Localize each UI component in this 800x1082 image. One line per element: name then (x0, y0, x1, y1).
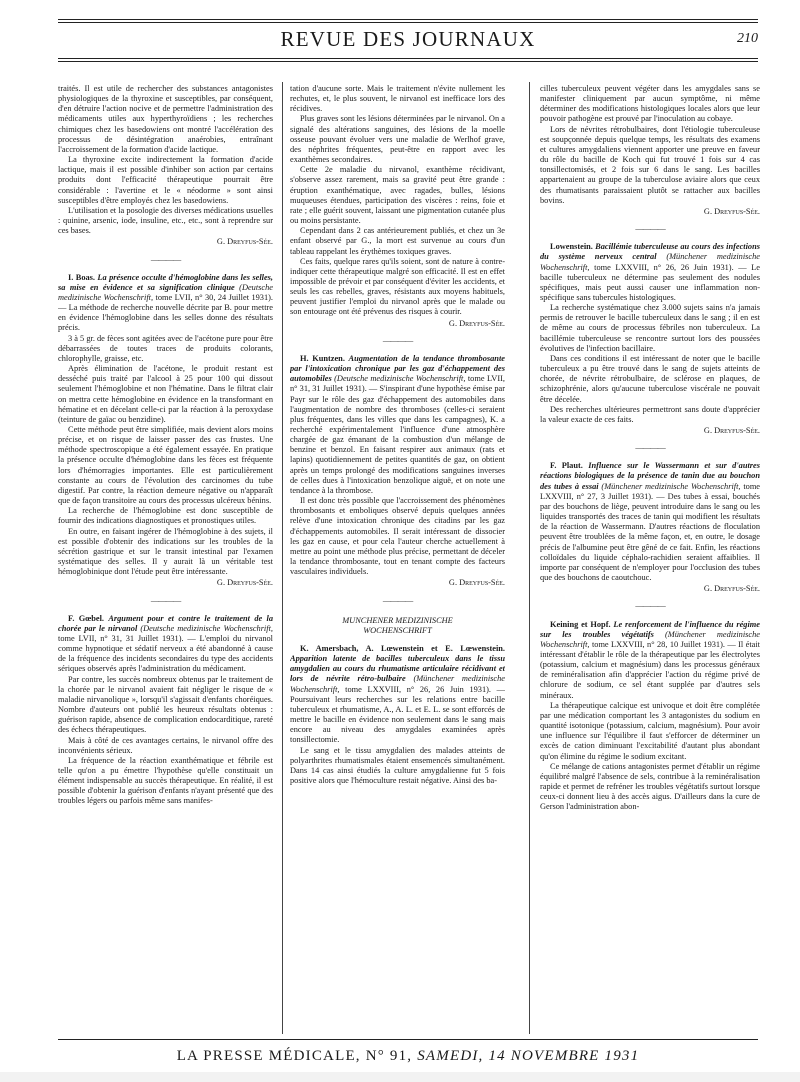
signature: G. Dreyfus-Sée. (448, 318, 505, 328)
separator: ———— (382, 335, 413, 345)
article-lead: tome LXXVIII, n° 27, 3 Juillet 1931). — Des tubes à essai, bouchés par des bouchons de liège, peuvent introduire dans le sang ou les liquides transportés des traces de tanin qui modifient les résultats de la réaction de Wassermann. D'autres réactions de floculation peuvent être troublées de la même façon, et, en outre, le dosage précis de l'albumine peut être gêné de ce fait. Enfin, les réactions colloïdales du liquide céphalo-rachidien seraient affaiblies. Il importe par conséquent de n'employer pour l'occlusion des tubes que des bouchons de caoutchouc. (540, 481, 760, 583)
article-source: (Münchener medizinische Wochenschrift, (601, 481, 741, 491)
header-rule-top (58, 19, 758, 20)
paragraph: La recherche systématique chez 3.000 sujets sains n'a jamais permis de retrouver le bacille tuberculeux dans le sang ; il en est de même au cours de processus fébriles non tuberculeux. La bacillémie tuberculeuse se rencontre surtout lors des poussées évolutives de l'infection bacillaire. (540, 303, 760, 353)
signature: G. Dreyfus-Sée. (448, 578, 505, 588)
article-author: Keining et Hopf. (550, 619, 611, 629)
signature: G. Dreyfus-Sée. (216, 237, 273, 247)
article-source: (Münchener medizinische Wochenschrift, (540, 629, 760, 649)
article-lead: tome LVII, n° 31, 31 Juillet 1931). — S'inspirant d'une hypothèse émise par Payr sur le rôle des gaz d'échappement des automobiles dans l'augmentation de nombre des thromboses (celles-ci seraient plus fréquentes, dans les villes que dans les campagnes), K. a recherché expérimentalement l'influence d'une atmosphère chargée de gaz émanant de la combustion d'un mélange de benzine et benzol. En faisant respirer aux animaux (rats et lapins) quotidiennement de petites quantités de gaz, on obtient après un temps prolongé des modifications sanguines inverses de celles dues à l'intoxication benzolique aiguë, et on note une tendance à la thrombose. (290, 374, 505, 495)
article-author: K. Amersbach, A. Lœwenstein et E. Lœwenstein. (300, 643, 505, 653)
header-rule-top-2 (58, 22, 758, 23)
paragraph: Cette 2e maladie du nirvanol, exanthème récidivant, s'observe assez rarement, mais sa gravité peut être grande : éruption exanthématique, avec ragades, bulles, lésions muqueuses étendues, participation des viscères : reins, foie et rate ; elle guérit souvent, laissant une pigmentation cutanée plus ou moins persistante. (290, 165, 505, 226)
article-boas (58, 273, 273, 334)
article-source: (Deutsche medizinische Wochenschrift, (58, 282, 273, 302)
article-source: (Deutsche medizinische Wochenschrift, (140, 623, 273, 633)
signature: G. Dreyfus-Sée. (703, 206, 760, 216)
article-keining (540, 620, 760, 701)
paragraph: La thérapeutique calcique est univoque et doit être complétée par une médication comportant les 3 antagonistes du sodium en quantité isotonique (potassium, calcium, magnésium). Pour avoir une influence sur l'équilibre il faut s'efforcer de déterminer un excès de cation diminuant l'excitabilité d'autant plus abondant qu'on élimine du régime le sodium excitant. (540, 700, 760, 761)
header-rule-bottom-2 (58, 61, 758, 62)
article-source: (Deutsche medizinische Wochenschrift, (334, 374, 466, 384)
paragraph: La fréquence de la réaction exanthématique et fébrile est telle qu'on a pu émettre l'hypothèse qu'elle constituait un élément indispensable au succès thérapeutique. En réalité, il est possible d'obtenir la guérison d'enfants n'ayant présenté que des troubles légers ou parfois même sans manifes- (58, 755, 273, 806)
column-separator (282, 82, 283, 1034)
header-rule-bottom (58, 58, 758, 59)
article-goebel (58, 614, 273, 675)
article-author: F. Gœbel. (68, 613, 104, 623)
paragraph: Des recherches ultérieures permettront sans doute d'apprécier la valeur exacte de ces faits. (540, 404, 760, 424)
separator: ———— (150, 595, 181, 605)
paragraph: L'utilisation et la posologie des diverses médications usuelles : quinine, arsenic, iode, insuline, etc., etc., sont à reprendre sur ces bases. (58, 205, 273, 236)
paragraph: Plus graves sont les lésions déterminées par le nirvanol. On a signalé des altérations sanguines, des lésions de la moelle osseuse pouvant évoluer vers une maladie de Werlhof grave, des néphrites fréquentes, peut-être en rapport avec les exanthèmes secondaires. (290, 114, 505, 165)
article-lowenstein (540, 242, 760, 303)
footer-date: SAMEDI, 14 NOVEMBRE 1931 (417, 1048, 640, 1064)
separator: ———— (150, 254, 181, 264)
article-lead: tome LVII, n° 30, 24 Juillet 1931). — La méthode de recherche nouvelle décrite par B. pour mettre en évidence l'hémoglobine dans les selles donne des résultats précis. (58, 292, 273, 333)
paragraph: Il est donc très possible que l'accroissement des phénomènes thrombosants et emboliques observé depuis quelques années relève d'une intoxication chronique des citadins par les gaz d'échappements automobiles. Il serait intéressant de dissocier les gaz en cause, et pour cela l'auteur cherche actuellement à mettre au point une méthode plus précise, permettant de déceler la tendance thrombosante, tout en tenant compte des facteurs vasculaires individuels. (290, 496, 505, 577)
paragraph: En outre, en faisant ingérer de l'hémoglobine à des sujets, il est possible d'obtenir des indications sur les troubles de la sécrétion gastrique et sur le transit intestinal par l'examen systématique des selles. Il y aurait là un véritable test hémoglobinique dont l'étude peut être intéressante. (58, 526, 273, 577)
signature: G. Dreyfus-Sée. (703, 584, 760, 594)
paragraph: Dans ces conditions il est intéressant de noter que le bacille tuberculeux a pu être trouvé dans le sang de sujets atteints de chorée, de névrite rétrobulbaire, de sclérose en plaques, de schizophrénie, alors qu'aucune tuberculose viscérale ne pouvait être décelée. (540, 353, 760, 404)
column-2 (290, 84, 505, 1034)
article-author: H. Kuntzen. (300, 353, 345, 363)
paragraph: Cependant dans 2 cas antérieurement publiés, et chez un 3e enfant observé par G., la mort est survenue au cours d'un tableau rappelant les érythèmes toxiques graves. (290, 226, 505, 256)
paragraph: Le sang et le tissu amygdalien des malades atteints de polyarthrites rhumatismales étaient ensemencés simultanément. Dans 14 cas ainsi étudiés la culture amygdalienne fut 5 fois positive alors que l'hémoculture restait négative. Ainsi des ba- (290, 745, 505, 785)
paragraph: Après élimination de l'acétone, le produit restant est desséché puis traité par l'alcool à 25 pour 100 qui dissout seulement l'hémoglobine et non l'hématine. Dans le filtrat clair on mettra cette hémoglobine en évidence en la transformant en hématine et en décelant celle-ci par la réaction à la peroxydase (teinture de gaïac ou benzidine). (58, 364, 273, 424)
paragraph: traités. Il est utile de rechercher des substances antagonistes physiologiques de la thyroxine et susceptibles, par conséquent, d'en détruire l'action nocive et de permettre l'administration des médicaments utiles aux hyperthyroïdiens ; les recherches chimiques chez les basedowiens ont montré l'accélération des processus de désintégration anaérobies, entraînant l'accroissement de la formation d'acide lactique. (58, 84, 273, 154)
paragraph: La thyroxine excite indirectement la formation d'acide lactique, mais il est possible d'inhiber son action par certains produits dont l'efficacité thérapeutique pourrait être considérable : l'avertine et le « néodorme » sont ainsi susceptibles d'être employés chez les basedowiens. (58, 155, 273, 205)
page-footer (58, 1048, 758, 1065)
article-amersbach (290, 644, 505, 746)
paragraph: cilles tuberculeux peuvent végéter dans les amygdales sans se manifester cliniquement par aucun symptôme, ni même déterminer des modifications histologiques locales alors que leur pouvoir pathogène est prouvé par l'inoculation au cobaye. (540, 84, 760, 124)
separator: ———— (382, 595, 413, 605)
article-lead: tome LXXVIII, n° 28, 10 Juillet 1931). — Il était intéressant d'établir le rôle de la thérapeutique par les électrolytes (potassium, calcium et magnésium) dans les processus généraux de reminéralisation afin d'apprécier l'action du régime privé de chlorure de sodium, ce sel étant supplée par d'autres sels minéraux. (540, 639, 760, 700)
page-header (58, 27, 758, 53)
page-number: 210 (737, 31, 758, 46)
paragraph: La recherche de l'hémoglobine est donc susceptible de fournir des indications diagnostiques et pronostiques utiles. (58, 506, 273, 526)
column-3 (540, 84, 760, 1034)
signature: G. Dreyfus-Sée. (703, 426, 760, 435)
article-title: Bacillémie tuberculeuse au cours des infections du système nerveux central (540, 242, 760, 262)
separator: ———— (635, 443, 665, 453)
paragraph: Mais à côté de ces avantages certains, le nirvanol offre des inconvénients sérieux. (58, 735, 273, 755)
article-source: (Münchener medizinische Wochenschrift, (540, 252, 760, 272)
journal-heading: WOCHENSCHRIFT (363, 625, 432, 635)
article-kuntzen (290, 354, 505, 496)
footer-rule (58, 1039, 758, 1040)
article-lead: tome LXXVIII, n° 26, 26 Juin 1931). — Poursuivant leurs recherches sur les relations entre bacille tuberculeux et rhumatisme, A., A. L. et E. L. se sont efforcés de mettre le bacille en évidence non seulement dans le sang mais encore au niveau des amygdales examinées après tonsillectomie. (290, 684, 505, 745)
article-title: Influence sur le Wassermann et sur d'autres réactions biologiques de la présence de tanin due au bouchon des tubes à essai (540, 461, 760, 491)
article-title: Augmentation de la tendance thrombosante par l'intoxication chronique par les gaz d'échappement des automobiles (290, 353, 505, 384)
journal-heading: MUNCHENER MEDIZINISCHE (342, 615, 453, 625)
article-lead: tome LXXVIII, n° 26, 26 Juin 1931). — Le bacille tuberculeux ne détermine pas seulement des nodules spécifiques, mais peut aussi causer une inflammation non-spécifique sans tubercules histologiques. (540, 262, 760, 302)
paragraph: Cette méthode peut être simplifiée, mais devient alors moins précise, et on risque de laisser passer des cas frustes. Une méthode spectroscopique a été également essayée. En pratique la présence occulte d'hémoglobine dans les fèces est fréquente lors d'hémorragies importantes. Elle est particulièrement constante au cours de l'évolution des carcinomes du tube digestif. Par contre, la réaction demeure négative ou n'apparaît que de façon transitoire au cours des processus ulcéreux bénins. (58, 425, 273, 506)
paragraph: Lors de névrites rétrobulbaires, dont l'étiologie tuberculeuse est soupçonnée depuis quelque temps, les résultats des examens et cultures amygdaliens viennent apporter une preuve en faveur du rôle du bacille de Koch qui fut trouvé 1 fois sur 4 cas tonsillectomisés, et 2 fois sur 6 dans le sang. Les bacilles appartenaient au groupe de la tuberculose aviaire alors que ceux des rhumatisants paraissaient plutôt se rattacher aux bacilles bovins. (540, 124, 760, 205)
column-separator (529, 82, 530, 1034)
article-author: Lowenstein. (550, 242, 593, 252)
paragraph: 3 à 5 gr. de fèces sont agitées avec de l'acétone pure pour être débarrassées de toutes traces de produits colorants, chlorophylle, graisse, etc. (58, 333, 273, 363)
article-source: (Münchener medizinische Wochenschrift, (290, 674, 505, 694)
signature: G. Dreyfus-Sée. (216, 578, 273, 588)
paragraph: Ce mélange de cations antagonistes permet d'établir un régime équilibré malgré l'absence de sels, contribue à la reminéralisation rapide et permet de refréner les troubles végétatifs surtout lorsque ceux-ci donnent lieu à des accès aigus. D'ailleurs dans la cure de Gerson l'administration abon- (540, 761, 760, 812)
paragraph: Ces faits, quelque rares qu'ils soient, sont de nature à contre-indiquer cette thérapeutique malgré son efficacité. Il est en effet impossible de prévoir et par conséquent d'éviter les accidents, et seuls les cas rebelles, graves, résistants aux moyens habituels, peuvent justifier l'emploi du nirvanol après que le malade ou son entourage ont été prévenus des risques à courir. (290, 256, 505, 317)
article-title: Apparition latente de bacilles tuberculeux dans le tissu amygdalien au cours du rhumatisme articulaire récidivant et lors de névrite rétro-bulbaire (290, 654, 505, 684)
article-author: I. Boas. (68, 272, 95, 282)
article-title: La présence occulte d'hémoglobine dans les selles, sa mise en évidence et sa signification clinique (58, 272, 273, 292)
article-author: F. Plaut. (550, 461, 583, 471)
article-title: Argument pour et contre le traitement de la chorée par le nirvanol (58, 613, 273, 633)
article-lead: tome LVII, n° 31, 31 Juillet 1931). — L'emploi du nirvanol comme hypnotique et sédatif nerveux a été abandonné à cause de la fréquence des incidents secondaires du type des accidents sériques observés après l'administration du médicament. (58, 633, 273, 674)
footer-issue-number: N° 91, (365, 1048, 413, 1064)
separator: ———— (635, 601, 665, 611)
article-title: Le renforcement de l'influence du régime sur les troubles végétatifs (540, 619, 760, 639)
paragraph: tation d'aucune sorte. Mais le traitement n'évite nullement les rechutes, et, le plus souvent, le nirvanol est inefficace lors des récidives. (290, 84, 505, 114)
paragraph: Par contre, les succès nombreux obtenus par le traitement de la chorée par le nirvanol avaient fait négliger le risque de « maladie nirvanolique », lorsqu'il s'agissait d'enfants choréiques. Nombre d'auteurs ont publié les heureux résultats obtenus : guérison rapide, absence de complication endocarditique, rareté des échecs thérapeutiques. (58, 674, 273, 735)
separator: ———— (635, 224, 665, 234)
footer-journal: LA PRESSE MÉDICALE, (176, 1048, 361, 1064)
column-1 (58, 84, 273, 1034)
article-plaut (540, 461, 760, 583)
page-fold-shadow (0, 1072, 800, 1082)
page-title: REVUE DES JOURNAUX (280, 27, 536, 51)
